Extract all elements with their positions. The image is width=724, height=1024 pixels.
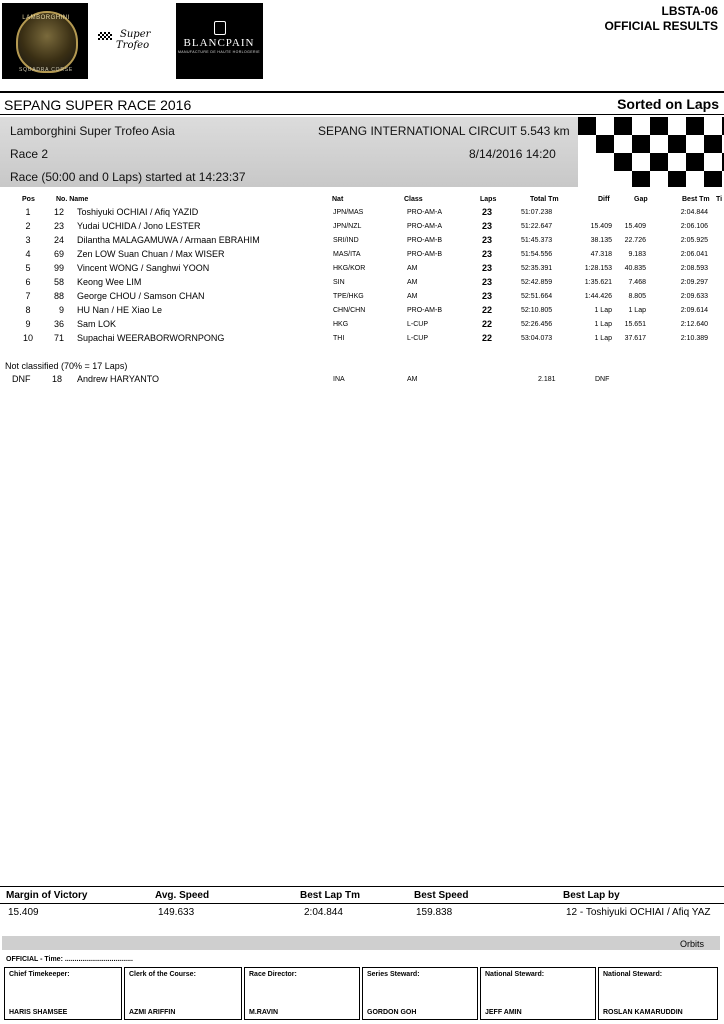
- official-role: National Steward:: [603, 971, 663, 978]
- result-gap: 1 Lap: [628, 307, 646, 314]
- dnf-nat: INA: [333, 376, 345, 383]
- result-no: 12: [53, 207, 64, 217]
- result-class: PRO-AM-B: [407, 251, 442, 258]
- official-role: Clerk of the Course:: [129, 971, 196, 978]
- race-date-time: 8/14/2016 14:20: [469, 147, 556, 161]
- result-nat: SRI/IND: [333, 237, 359, 244]
- result-row: [0, 207, 724, 221]
- checker-square: [596, 117, 614, 135]
- checker-square: [632, 117, 650, 135]
- result-no: 24: [53, 235, 64, 245]
- official-name: GORDON GOH: [367, 1009, 417, 1016]
- blancpain-logo: [176, 3, 263, 79]
- result-total: 53:04.073: [521, 335, 553, 342]
- result-diff: 15.409: [590, 223, 612, 230]
- result-best: 2:05.925: [680, 237, 708, 244]
- result-name: Vincent WONG / Sanghwi YOON: [77, 263, 210, 273]
- result-row: [0, 221, 724, 235]
- result-class: AM: [407, 265, 418, 272]
- result-total: 51:22.647: [521, 223, 553, 230]
- result-row: [0, 235, 724, 249]
- checker-square: [596, 171, 614, 187]
- official-box-national-steward-1: [480, 967, 596, 1020]
- result-row: [0, 319, 724, 333]
- result-pos: 4: [25, 249, 31, 259]
- result-class: PRO-AM-B: [407, 237, 442, 244]
- checker-square: [650, 153, 668, 171]
- result-pos: 2: [25, 221, 31, 231]
- result-diff: 1:44.426: [584, 293, 612, 300]
- result-no: 9: [58, 305, 64, 315]
- result-pos: 8: [25, 305, 31, 315]
- result-nat: THI: [333, 335, 345, 342]
- result-best: 2:09.633: [680, 293, 708, 300]
- col-pos: Pos: [22, 196, 35, 203]
- checker-square: [596, 153, 614, 171]
- official-box-national-steward-2: [598, 967, 718, 1020]
- result-no: 71: [53, 333, 64, 343]
- result-pos: 1: [25, 207, 31, 217]
- super-word: Super: [120, 29, 151, 40]
- result-best: 2:06.106: [680, 223, 708, 230]
- result-no: 58: [53, 277, 64, 287]
- result-class: PRO-AM-A: [407, 223, 442, 230]
- result-nat: CHN/CHN: [333, 307, 366, 314]
- col-best: Best Tm: [682, 196, 710, 203]
- checker-square: [686, 171, 704, 187]
- summary-mid-rule: [0, 903, 724, 904]
- col-no-name: No. Name: [56, 196, 89, 203]
- result-nat: SIN: [333, 279, 345, 286]
- result-row: [0, 249, 724, 263]
- result-row: [0, 277, 724, 291]
- col-total: Total Tm: [530, 196, 559, 203]
- result-name: Supachai WEERABORWORNPONG: [77, 333, 225, 343]
- orbits-label: Orbits: [679, 939, 704, 949]
- best-lap-label: Best Lap Tm: [300, 890, 361, 901]
- result-best: 2:04.844: [680, 209, 708, 216]
- result-best: 2:08.593: [680, 265, 708, 272]
- result-no: 69: [53, 249, 64, 259]
- result-laps: 22: [482, 305, 493, 315]
- result-nat: HKG/KOR: [333, 265, 366, 272]
- sort-label: Sorted on Laps: [617, 96, 719, 112]
- series-name: Lamborghini Super Trofeo Asia: [10, 124, 175, 138]
- result-nat: JPN/MAS: [333, 209, 364, 216]
- result-pos: 3: [25, 235, 31, 245]
- super-trofeo-logo: [98, 28, 168, 54]
- result-diff: 47.318: [590, 251, 612, 258]
- official-role: Race Director:: [249, 971, 297, 978]
- result-laps: 23: [482, 235, 493, 245]
- result-name: George CHOU / Samson CHAN: [77, 291, 205, 301]
- result-no: 36: [53, 319, 64, 329]
- result-nat: MAS/ITA: [333, 251, 361, 258]
- best-lap-by-label: Best Lap by: [563, 890, 620, 901]
- result-best: 2:06.041: [680, 251, 708, 258]
- official-time-line: OFFICIAL - Time: ...................................: [6, 956, 133, 963]
- result-row: [0, 291, 724, 305]
- best-speed-label: Best Speed: [414, 890, 469, 901]
- result-class: PRO-AM-A: [407, 209, 442, 216]
- result-best: 2:12.640: [680, 321, 708, 328]
- col-extra: Ti: [716, 196, 723, 203]
- result-laps: 23: [482, 291, 493, 301]
- result-laps: 23: [482, 249, 493, 259]
- result-nat: JPN/NZL: [333, 223, 362, 230]
- result-name: Toshiyuki OCHIAI / Afiq YAZID: [77, 207, 199, 217]
- blancpain-sub-text: MANUFACTURE DE HAUTE HORLOGERIE: [177, 50, 261, 54]
- col-nat: Nat: [332, 196, 344, 203]
- best-speed-value: 159.838: [416, 907, 453, 918]
- checkered-flag-graphic: [578, 117, 724, 187]
- col-gap: Gap: [634, 196, 648, 203]
- result-total: 52:26.456: [521, 321, 553, 328]
- document-code: LBSTA-06: [661, 4, 718, 18]
- result-class: AM: [407, 293, 418, 300]
- official-role: National Steward:: [485, 971, 545, 978]
- result-pos: 7: [25, 291, 31, 301]
- checker-square: [614, 117, 632, 135]
- result-name: Sam LOK: [77, 319, 117, 329]
- result-row: [0, 333, 724, 347]
- checker-square: [704, 153, 722, 171]
- col-class: Class: [404, 196, 423, 203]
- result-best: 2:10.389: [680, 335, 708, 342]
- result-class: AM: [407, 279, 418, 286]
- checker-square: [668, 171, 686, 187]
- official-box-race-director: [244, 967, 360, 1020]
- dnf-pos: DNF: [12, 374, 31, 384]
- result-gap: 37.617: [624, 335, 646, 342]
- official-name: AZMI ARIFFIN: [129, 1009, 176, 1016]
- result-total: 52:10.805: [521, 307, 553, 314]
- circuit-name: SEPANG INTERNATIONAL CIRCUIT 5.543 km: [318, 124, 570, 138]
- checker-square: [650, 171, 668, 187]
- official-name: HARIS SHAMSEE: [9, 1009, 68, 1016]
- official-role: Series Steward:: [367, 971, 420, 978]
- dnf-total: 2.181: [538, 376, 556, 383]
- squadra-corse-text: SQUADRA CORSE: [18, 67, 74, 73]
- race-label: Race 2: [10, 147, 49, 161]
- race-start-info: Race (50:00 and 0 Laps) started at 14:23:37: [10, 170, 246, 184]
- result-diff: 1 Lap: [594, 335, 612, 342]
- result-gap: 15.651: [624, 321, 646, 328]
- avg-speed-label: Avg. Speed: [155, 890, 210, 901]
- result-class: PRO-AM-B: [407, 307, 442, 314]
- result-diff: 1:28.153: [584, 265, 612, 272]
- result-diff: 38.135: [590, 237, 612, 244]
- dnf-no: 18: [52, 374, 63, 384]
- result-class: L-CUP: [407, 335, 429, 342]
- checker-square: [668, 153, 686, 171]
- checker-square: [596, 135, 614, 153]
- result-total: 52:35.391: [521, 265, 553, 272]
- result-class: L-CUP: [407, 321, 429, 328]
- result-laps: 23: [482, 207, 493, 217]
- checker-square: [668, 117, 686, 135]
- col-diff: Diff: [598, 196, 610, 203]
- trofeo-word: Trofeo: [116, 40, 150, 51]
- result-laps: 23: [482, 277, 493, 287]
- checker-square: [578, 117, 596, 135]
- result-laps: 22: [482, 319, 493, 329]
- result-total: 51:45.373: [521, 237, 553, 244]
- result-pos: 5: [25, 263, 31, 273]
- result-total: 51:54.556: [521, 251, 553, 258]
- result-best: 2:09.614: [680, 307, 708, 314]
- checker-square: [578, 153, 596, 171]
- checker-square: [686, 117, 704, 135]
- lamborghini-logo: [2, 3, 88, 79]
- result-total: 52:42.859: [521, 279, 553, 286]
- result-nat: TPE/HKG: [333, 293, 364, 300]
- result-diff: 1 Lap: [594, 307, 612, 314]
- checker-square: [578, 171, 596, 187]
- official-name: M.RAVIN: [249, 1009, 279, 1016]
- result-pos: 9: [25, 319, 31, 329]
- top-rule: [0, 91, 724, 93]
- title-underline: [0, 114, 724, 115]
- checker-square: [704, 135, 722, 153]
- checker-square: [614, 153, 632, 171]
- result-laps: 23: [482, 263, 493, 273]
- official-role: Chief Timekeeper:: [9, 971, 70, 978]
- result-pos: 10: [22, 333, 33, 343]
- result-gap: 40.835: [624, 265, 646, 272]
- checker-square: [668, 135, 686, 153]
- result-pos: 6: [25, 277, 31, 287]
- result-gap: 22.726: [624, 237, 646, 244]
- result-no: 99: [53, 263, 64, 273]
- checker-square: [650, 117, 668, 135]
- result-gap: 15.409: [624, 223, 646, 230]
- checker-square: [614, 135, 632, 153]
- result-laps: 22: [482, 333, 493, 343]
- official-box-chief-timekeeper: [4, 967, 122, 1020]
- checker-square: [578, 135, 596, 153]
- result-gap: 7.468: [628, 279, 646, 286]
- footer-bar: [2, 936, 720, 950]
- document-title: OFFICIAL RESULTS: [604, 19, 718, 33]
- checker-square: [632, 171, 650, 187]
- official-name: JEFF AMIN: [485, 1009, 522, 1016]
- checker-square: [632, 135, 650, 153]
- checkered-flag-icon: [98, 32, 112, 40]
- result-gap: 9.183: [628, 251, 646, 258]
- checker-square: [704, 171, 722, 187]
- not-classified-label: Not classified (70% = 17 Laps): [5, 361, 128, 371]
- checker-square: [686, 153, 704, 171]
- result-name: Yudai UCHIDA / Jono LESTER: [77, 221, 201, 231]
- result-laps: 23: [482, 221, 493, 231]
- result-diff: 1 Lap: [594, 321, 612, 328]
- checker-square: [632, 153, 650, 171]
- checker-square: [614, 171, 632, 187]
- result-gap: 8.805: [628, 293, 646, 300]
- dnf-diff: DNF: [595, 376, 610, 383]
- event-title: SEPANG SUPER RACE 2016: [4, 97, 192, 113]
- dnf-class: AM: [407, 376, 418, 383]
- best-lap-value: 2:04.844: [304, 907, 343, 918]
- result-best: 2:09.297: [680, 279, 708, 286]
- dnf-row: [0, 374, 724, 388]
- official-box-series-steward: [362, 967, 478, 1020]
- official-box-clerk: [124, 967, 242, 1020]
- col-laps: Laps: [480, 196, 497, 203]
- result-total: 51:07.238: [521, 209, 553, 216]
- checker-square: [686, 135, 704, 153]
- checker-square: [650, 135, 668, 153]
- result-diff: 1:35.621: [584, 279, 612, 286]
- margin-value: 15.409: [8, 907, 39, 918]
- best-lap-by-value: 12 - Toshiyuki OCHIAI / Afiq YAZ: [566, 907, 711, 918]
- checker-square: [704, 117, 722, 135]
- avg-speed-value: 149.633: [158, 907, 195, 918]
- result-name: Keong Wee LIM: [77, 277, 142, 287]
- dnf-name: Andrew HARYANTO: [77, 374, 160, 384]
- result-nat: HKG: [333, 321, 349, 328]
- result-total: 52:51.664: [521, 293, 553, 300]
- summary-top-rule: [0, 886, 724, 887]
- result-row: [0, 305, 724, 319]
- result-name: Dilantha MALAGAMUWA / Armaan EBRAHIM: [77, 235, 260, 245]
- blancpain-logo-text: BLANCPAIN: [183, 37, 255, 49]
- blancpain-mark-icon: [214, 21, 226, 35]
- result-no: 88: [53, 291, 64, 301]
- result-no: 23: [53, 221, 64, 231]
- official-name: ROSLAN KAMARUDDIN: [603, 1009, 683, 1016]
- margin-label: Margin of Victory: [6, 890, 88, 901]
- result-name: Zen LOW Suan Chuan / Max WISER: [77, 249, 225, 259]
- result-name: HU Nan / HE Xiao Le: [77, 305, 163, 315]
- lamborghini-logo-text: LAMBORGHINI: [22, 15, 70, 21]
- result-row: [0, 263, 724, 277]
